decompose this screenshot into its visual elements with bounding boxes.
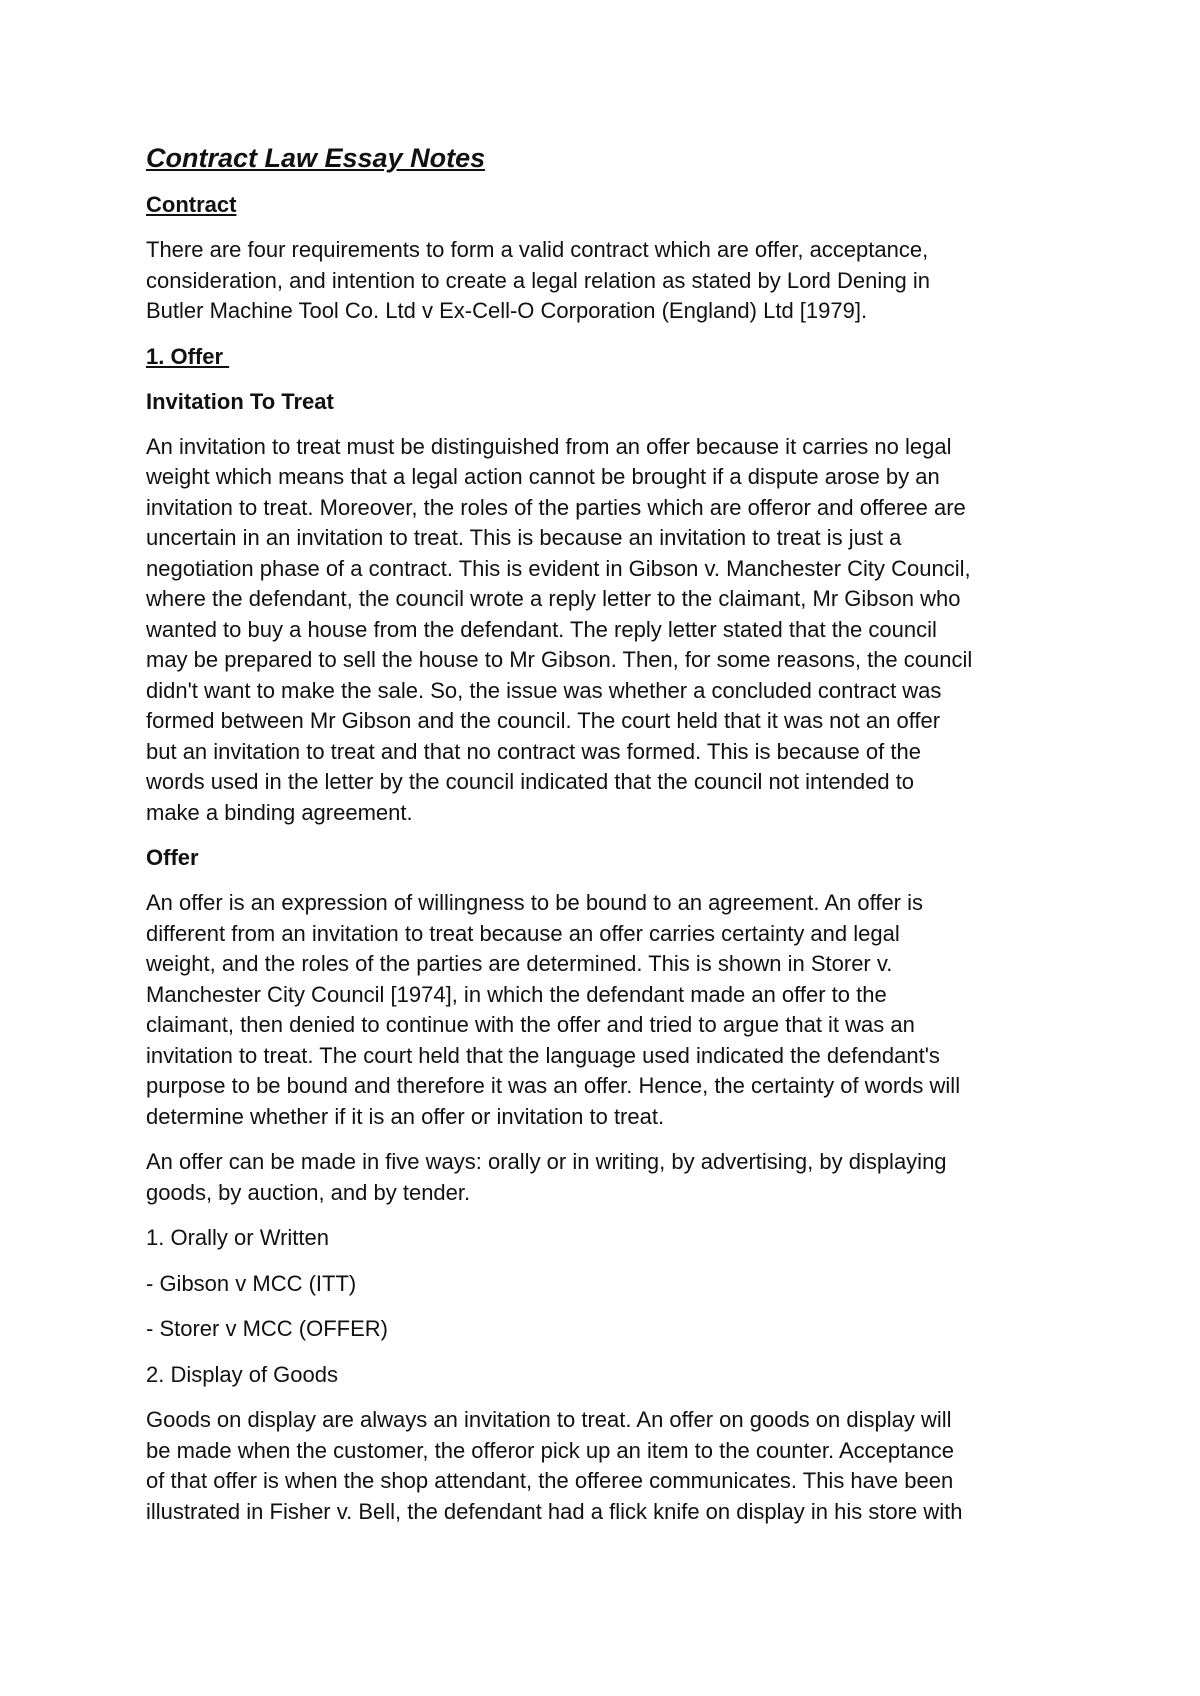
paragraph-line: uncertain in an invitation to treat. This is because an invitation to treat is just a	[146, 525, 902, 550]
list-item: 2. Display of Goods	[146, 1361, 338, 1387]
paragraph-line: wanted to buy a house from the defendant. The reply letter stated that the council	[146, 616, 937, 642]
paragraph-line: where the defendant, the council wrote a reply letter to the claimant, Mr Gibson who	[146, 586, 961, 611]
paragraph-line: invitation to treat. The court held that the language used indicated the defendant's	[146, 1042, 940, 1068]
paragraph-line: Goods on display are always an invitation to treat. An offer on goods on display will	[146, 1407, 952, 1432]
paragraph-line: different from an invitation to treat because an offer carries certainty and legal	[146, 920, 900, 946]
paragraph-line: didn't want to make the sale. So, the issue was whether a concluded contract was	[146, 677, 942, 703]
document-page	[146, 140, 1076, 1542]
paragraph-line: Manchester City Council [1974], in which the defendant made an offer to the	[146, 981, 887, 1007]
heading-invitation-to-treat: Invitation To Treat	[146, 388, 334, 414]
paragraph-five-ways	[146, 1147, 1076, 1208]
paragraph-line: There are four requirements to form a valid contract which are offer, acceptance,	[146, 237, 929, 262]
paragraph-line: make a binding agreement.	[146, 799, 413, 825]
document-title: Contract Law Essay Notes	[146, 143, 486, 173]
paragraph-line: Butler Machine Tool Co. Ltd v Ex-Cell-O Corporation (England) Ltd [1979].	[146, 298, 868, 323]
paragraph-line: be made when the customer, the offeror pick up an item to the counter. Acceptance	[146, 1437, 954, 1463]
paragraph-line: weight which means that a legal action cannot be brought if a dispute arose by an	[146, 464, 940, 489]
paragraph-line: of that offer is when the shop attendant, the offeree communicates. This have been	[146, 1468, 954, 1493]
paragraph-offer	[146, 888, 1076, 1132]
paragraph-line: may be prepared to sell the house to Mr Gibson. Then, for some reasons, the council	[146, 647, 973, 672]
heading-contract: Contract	[146, 192, 237, 217]
paragraph-line: formed between Mr Gibson and the council. The court held that it was not an offer	[146, 708, 941, 733]
paragraph-line: An offer can be made in five ways: orally or in writing, by advertising, by displaying	[146, 1149, 947, 1174]
paragraph-display-of-goods	[146, 1405, 1076, 1527]
paragraph-line: purpose to be bound and therefore it was an offer. Hence, the certainty of words will	[146, 1073, 961, 1098]
paragraph-invitation-to-treat	[146, 432, 1076, 829]
paragraph-line: An offer is an expression of willingness to be bound to an agreement. An offer is	[146, 890, 924, 915]
list-item: 1. Orally or Written	[146, 1225, 329, 1250]
paragraph-line: claimant, then denied to continue with the offer and tried to argue that it was an	[146, 1012, 915, 1037]
heading-offer-numbered: 1. Offer	[146, 343, 230, 369]
paragraph-line: consideration, and intention to create a legal relation as stated by Lord Dening in	[146, 267, 930, 293]
list-item: - Storer v MCC (OFFER)	[146, 1316, 388, 1341]
paragraph-line: negotiation phase of a contract. This is evident in Gibson v. Manchester City Council,	[146, 555, 971, 581]
paragraph-line: determine whether if it is an offer or invitation to treat.	[146, 1103, 665, 1129]
paragraph-line: illustrated in Fisher v. Bell, the defendant had a flick knife on display in his store with	[146, 1498, 963, 1524]
paragraph-line: weight, and the roles of the parties are determined. This is shown in Storer v.	[146, 951, 893, 976]
paragraph-line: invitation to treat. Moreover, the roles of the parties which are offeror and offeree are	[146, 494, 966, 520]
paragraph-line: but an invitation to treat and that no contract was formed. This is because of the	[146, 738, 921, 764]
paragraph-line: goods, by auction, and by tender.	[146, 1179, 471, 1205]
paragraph-line: words used in the letter by the council indicated that the council not intended to	[146, 769, 915, 794]
paragraph-contract	[146, 235, 1076, 327]
heading-offer: Offer	[146, 845, 199, 870]
paragraph-line: An invitation to treat must be distinguished from an offer because it carries no legal	[146, 433, 952, 459]
list-item: - Gibson v MCC (ITT)	[146, 1270, 357, 1296]
